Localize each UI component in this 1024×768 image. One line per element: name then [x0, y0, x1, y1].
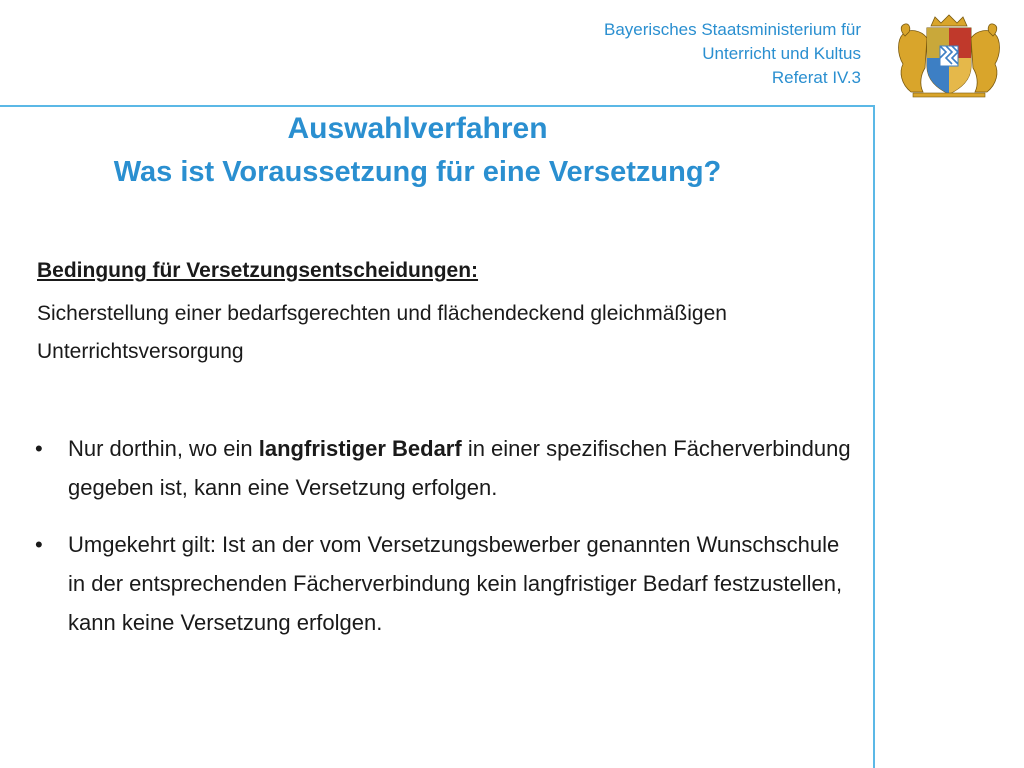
- slide-subtitle: Was ist Voraussetzung für eine Versetzung?: [113, 156, 722, 188]
- ministry-line-1: Bayerisches Staatsministerium für: [604, 20, 861, 39]
- bullet-symbol: •: [35, 436, 43, 461]
- horizontal-rule: [0, 105, 874, 107]
- bullet-list: [30, 429, 860, 642]
- slide-title: Auswahlverfahren: [287, 112, 548, 145]
- vertical-rule: [873, 105, 875, 768]
- bullet-1-text-before: Nur dorthin, wo ein: [68, 436, 259, 461]
- bullet-1-emphasis: langfristiger Bedarf: [258, 436, 462, 461]
- coat-of-arms-logo: [893, 14, 1005, 98]
- ministry-line-2: Unterricht und Kultus: [702, 44, 861, 63]
- bullet-item-1: [30, 429, 860, 507]
- ministry-line-3: Referat IV.3: [771, 68, 861, 87]
- bullet-1-text-after: in einer spezifischen Fächerverbindung gegeben ist, kann eine Versetzung erfolgen.: [68, 436, 851, 500]
- bullet-item-2: [30, 525, 860, 642]
- bullet-symbol: •: [35, 532, 43, 557]
- condition-text: Sicherstellung einer bedarfsgerechten und flächendeckend gleichmäßigen Unterrichtsversorgung: [37, 302, 727, 363]
- ministry-header: [604, 18, 861, 90]
- condition-heading: Bedingung für Versetzungsentscheidungen:: [37, 259, 479, 282]
- bullet-2-text: Umgekehrt gilt: Ist an der vom Versetzungsbewerber genannten Wunschschule in der entsprechenden Fächerverbindung kein langfristiger Bedarf festzustellen, kann keine Versetzung erfolgen.: [68, 532, 843, 635]
